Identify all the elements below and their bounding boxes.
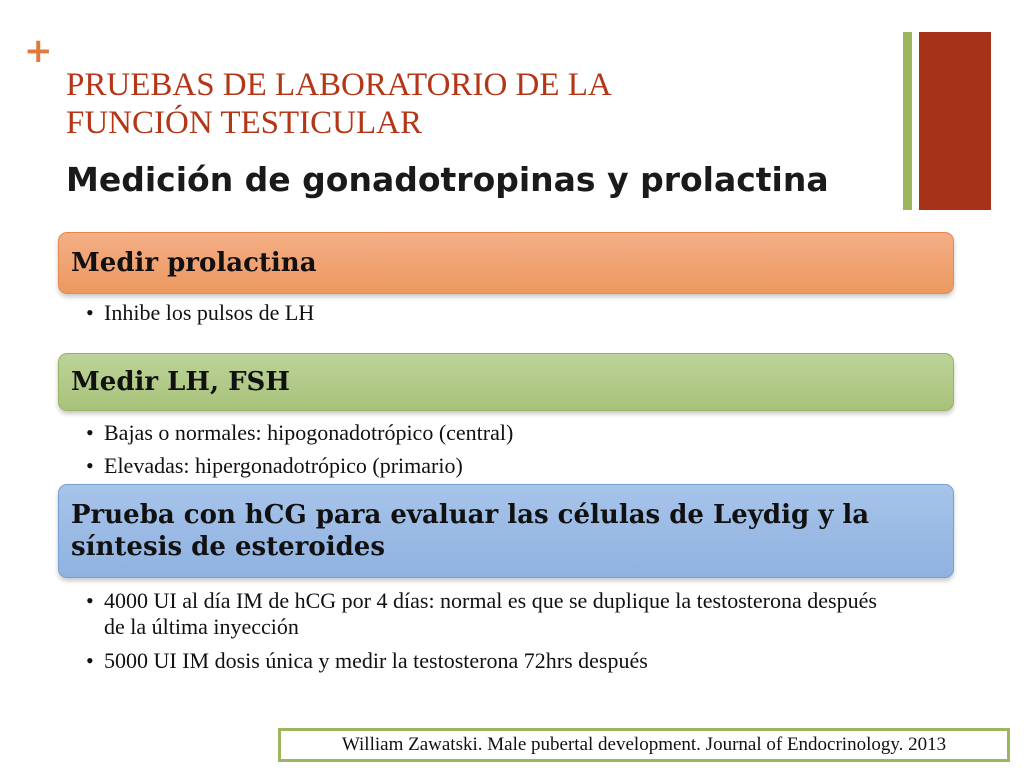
section-heading-prolactin <box>58 232 954 294</box>
title-line-2: FUNCIÓN TESTICULAR <box>66 105 422 141</box>
list-item: • Bajas o normales: hipogonadotrópico (central) <box>86 420 513 446</box>
decorative-green-bar <box>903 32 912 210</box>
plus-icon: + <box>24 31 53 71</box>
list-item: • Inhibe los pulsos de LH <box>86 300 314 326</box>
decorative-red-bar <box>919 32 991 210</box>
section-bullets-lh-fsh <box>86 420 513 486</box>
section-heading-text: Prueba con hCG para evaluar las células de Leydig y la síntesis de esteroides <box>71 500 870 562</box>
slide-title <box>66 66 866 142</box>
list-item: • 5000 UI IM dosis única y medir la testosterona 72hrs después <box>86 648 886 674</box>
slide-subtitle: Medición de gonadotropinas y prolactina <box>66 160 829 199</box>
list-item: • Elevadas: hipergonadotrópico (primario) <box>86 453 513 479</box>
section-heading-hcg-test <box>58 484 954 578</box>
section-bullets-hcg-test <box>86 588 886 682</box>
section-heading-text: Medir LH, FSH <box>71 367 290 397</box>
section-heading-lh-fsh <box>58 353 954 411</box>
title-line-1: PRUEBAS DE LABORATORIO DE LA <box>66 67 612 103</box>
citation-text: William Zawatski. Male pubertal development. Journal of Endocrinology. 2013 <box>341 734 947 755</box>
citation-box <box>278 728 1010 762</box>
list-item: • 4000 UI al día IM de hCG por 4 días: normal es que se duplique la testosterona después de la última inyección <box>86 588 886 640</box>
section-bullets-prolactin <box>86 300 314 333</box>
section-heading-text: Medir prolactina <box>71 248 317 278</box>
